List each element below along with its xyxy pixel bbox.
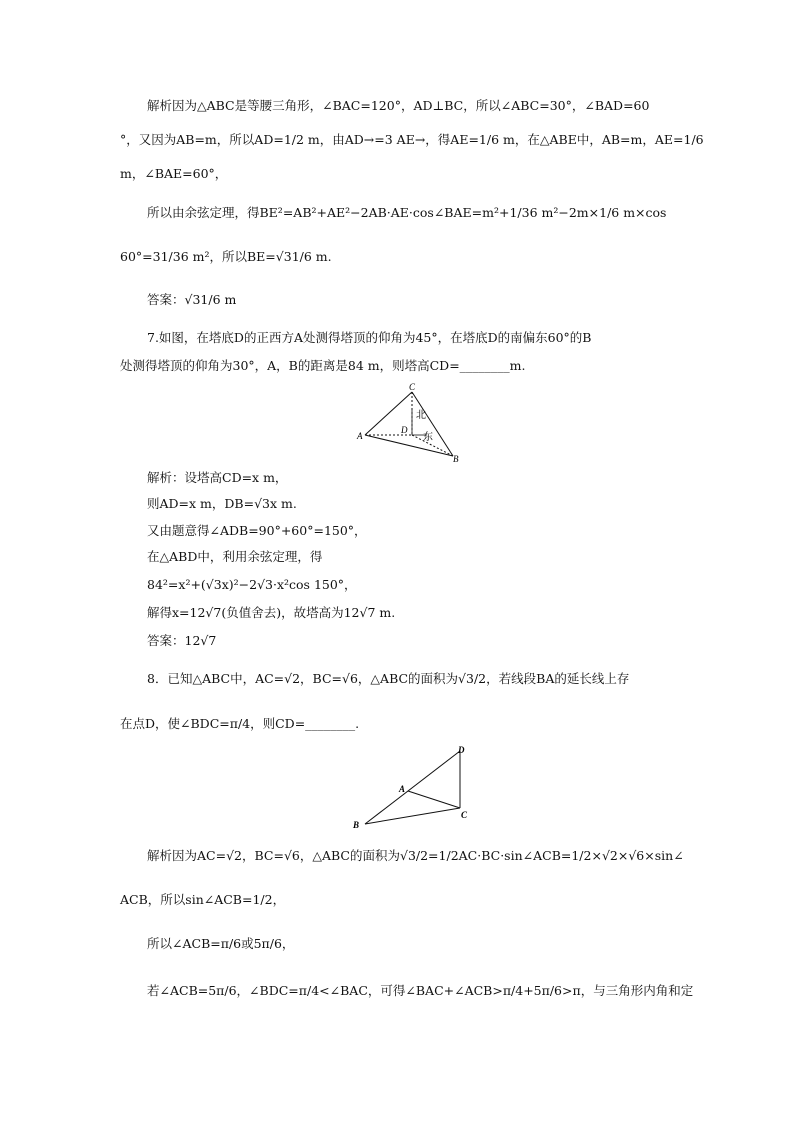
p7-solution-line-3: 又由题意得∠ADB=90°+60°=150°， xyxy=(147,523,367,538)
p7-question-line-1: 7.如图，在塔底D的正西方A处测得塔顶的仰角为45°，在塔底D的南偏东60°的B xyxy=(147,330,592,345)
segment-bd xyxy=(365,751,460,824)
p7-solution-line-5: 84²=x²+(√3x)²−2√3·x²cos 150°， xyxy=(147,577,357,592)
segment-ac xyxy=(408,791,460,808)
label-d: D xyxy=(458,745,465,755)
p7-solution-line-6: 解得x=12√7(负值舍去)，故塔高为12√7 m. xyxy=(147,605,396,620)
label-b: B xyxy=(353,820,360,830)
p8-triangle-figure xyxy=(345,742,475,832)
p8-solution-line-2: ACB，所以sin∠ACB=1/2， xyxy=(120,892,286,907)
edge-cb xyxy=(412,392,453,456)
label-c: C xyxy=(409,382,416,392)
label-b: B xyxy=(453,454,459,464)
p6-solution-line-3: m，∠BAE=60°， xyxy=(120,166,228,181)
edge-ab xyxy=(365,435,453,456)
label-north: 北 xyxy=(416,410,426,421)
p6-answer: 答案：√31/6 m xyxy=(147,292,237,307)
p6-solution-line-2: °，又因为AB=m，所以AD=1/2 m，由AD→=3 AE→，得AE=1/6 m，在△ABE中，AB=m，AE=1/6 xyxy=(120,132,704,147)
p7-tower-figure xyxy=(355,380,470,465)
p7-question-line-2: 处测得塔顶的仰角为30°，A，B的距离是84 m，则塔高CD=________m. xyxy=(120,358,526,373)
label-east: 东 xyxy=(423,432,433,443)
p7-answer: 答案：12√7 xyxy=(147,633,217,648)
label-a: A xyxy=(357,431,363,441)
p6-solution-line-4: 所以由余弦定理，得BE²=AB²+AE²−2AB·AE·cos∠BAE=m²+1/36 m²−2m×1/6 m×cos xyxy=(147,205,667,220)
p8-solution-line-4: 若∠ACB=5π/6，∠BDC=π/4<∠BAC，可得∠BAC+∠ACB>π/4+5π/6>π，与三角形内角和定 xyxy=(147,983,694,998)
p7-solution-line-1: 解析：设塔高CD=x m， xyxy=(147,470,288,485)
label-a: A xyxy=(399,784,406,794)
segment-bc xyxy=(365,808,460,824)
p6-solution-line-1: 解析因为△ABC是等腰三角形，∠BAC=120°，AD⊥BC，所以∠ABC=30°，∠BAD=60 xyxy=(147,98,650,113)
p8-question-line-1: 8．已知△ABC中，AC=√2，BC=√6，△ABC的面积为√3/2，若线段BA的延长线上存 xyxy=(147,671,630,686)
label-c: C xyxy=(461,810,468,820)
p7-solution-line-4: 在△ABD中，利用余弦定理，得 xyxy=(147,549,323,564)
p6-solution-line-5: 60°=31/36 m²，所以BE=√31/6 m. xyxy=(120,249,332,264)
p8-question-line-2: 在点D，使∠BDC=π/4，则CD=________. xyxy=(120,716,360,731)
p8-solution-line-3: 所以∠ACB=π/6或5π/6， xyxy=(147,936,295,951)
p8-solution-line-1: 解析因为AC=√2，BC=√6，△ABC的面积为√3/2=1/2AC·BC·sin∠ACB=1/2×√2×√6×sin∠ xyxy=(147,848,684,863)
p7-solution-line-2: 则AD=x m，DB=√3x m. xyxy=(147,496,297,511)
label-d: D xyxy=(401,425,408,435)
